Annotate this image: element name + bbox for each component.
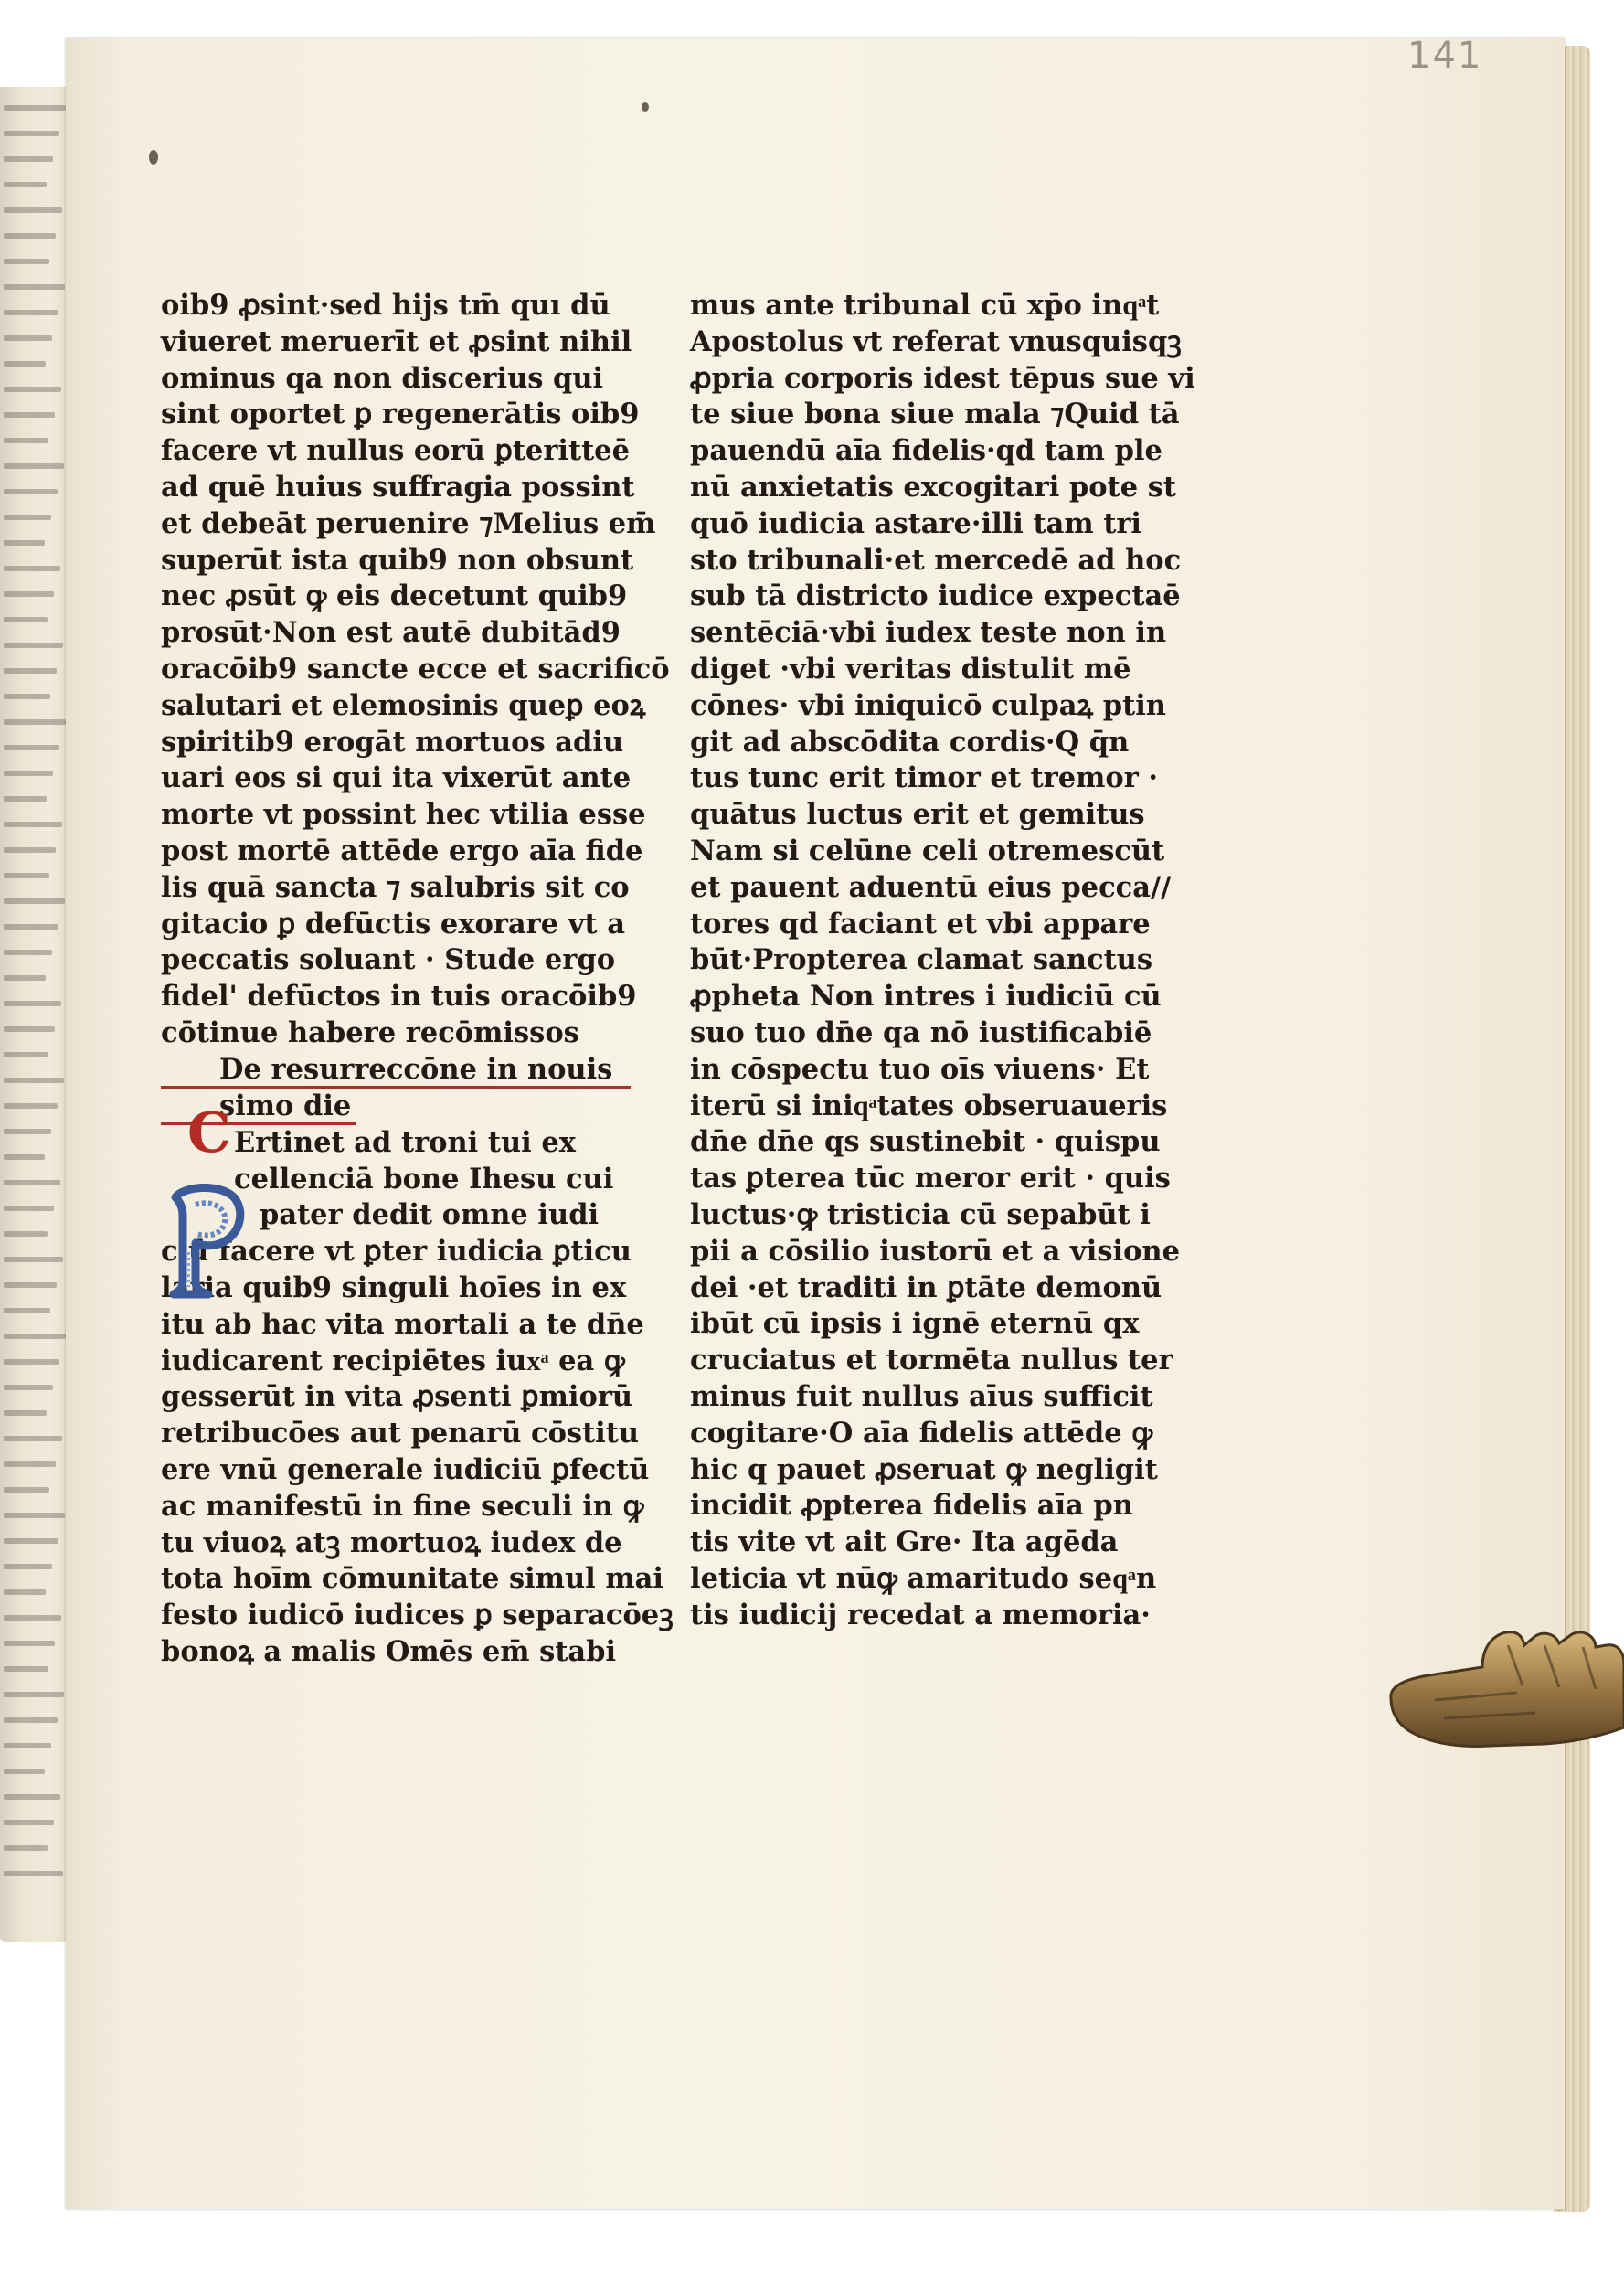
facing-page-text-line [4, 1871, 63, 1876]
facing-page-text-line [4, 1308, 50, 1313]
text-line: in cōspectu tuo oīs viuens· Et [690, 1052, 1150, 1086]
section-heading-line: De resurreccōne in nouis [161, 1052, 631, 1089]
text-line: et pauent aduentū eius pecca// [690, 870, 1172, 904]
facing-page-text-line [4, 1743, 51, 1748]
facing-page-text-line [4, 1103, 58, 1109]
text-line: et debeāt peruenire ⁊Melius em̄ [161, 506, 656, 540]
text-line: peccatis soluant · Stude ergo [161, 943, 616, 977]
facing-page-text-line [4, 1820, 54, 1825]
text-line: sentēciā·vbi iudex teste non in [690, 616, 1167, 650]
text-line: ꝓpria corporis idest tēpus sue vi [690, 361, 1195, 395]
text-line: tis iudicij recedat a memoria· [690, 1598, 1151, 1631]
facing-page-text-line [4, 1334, 66, 1339]
text-line: pii a cōsilio iustorū et a visione [690, 1234, 1181, 1268]
text-line: oracōib9 sancte ecce et sacrificō [161, 652, 670, 686]
facing-page-text-line [4, 259, 49, 264]
facing-page-text-line [4, 233, 56, 239]
text-line: cōnes· vbi iniquicō culpaꝝ ptin [690, 688, 1166, 722]
text-line: sto tribunali·et mercedē ad hoc [690, 543, 1182, 577]
text-line: Apostolus vt referat vnusquisqꝫ [690, 324, 1182, 358]
text-line: cruciatus et tormēta nullus ter [690, 1344, 1173, 1377]
text-line: prosūt·Non est autē dubitād9 [161, 616, 621, 650]
decorated-initial-p-icon [155, 1179, 256, 1302]
text-line: viueret meruerīt et ꝓsint nihil [161, 324, 632, 358]
facing-page-text-line [4, 668, 57, 674]
facing-page-text-line [4, 1589, 46, 1595]
facing-page-text-line [4, 566, 60, 571]
text-line: tores qd faciant et vbi appare [690, 907, 1151, 941]
facing-page-text-line [4, 182, 47, 187]
text-line: quātus luctus erit et gemitus [690, 798, 1145, 832]
text-line: suo tuo dn̄e qa nō iustificabiē [690, 1015, 1152, 1049]
facing-page-text-line [4, 1692, 64, 1697]
text-line: pater dedit omne iudi [260, 1198, 600, 1232]
ink-spot [149, 150, 158, 165]
facing-page-text-line [4, 1513, 65, 1518]
text-line: Nam si celūne celi otremescūt [690, 834, 1165, 867]
facing-page-text-line [4, 1436, 62, 1441]
bronze-hand-pointer-icon [1380, 1590, 1624, 1764]
text-line: sub tā districto iudice expectaē [690, 579, 1181, 613]
facing-page-text-line [4, 1641, 55, 1646]
facing-page-text-line [4, 335, 52, 341]
facing-page-text-line [4, 1845, 48, 1851]
text-line: post mortē attēde ergo aīa fide [161, 834, 643, 867]
facing-page-text-line [4, 489, 58, 494]
text-line: pauendū aīa fidelis·qd tam ple [690, 434, 1162, 468]
facing-page-text-line [4, 131, 59, 136]
facing-page-text-line [4, 796, 47, 802]
text-line: dei ·et traditi in ꝑtāte demonū [690, 1270, 1162, 1304]
facing-page-text-line [4, 156, 53, 162]
facing-page-text-line [4, 1794, 60, 1800]
text-line: sint oportet ꝑ regenerātis oib9 [161, 398, 640, 431]
text-line: mus ante tribunal cū xp̄o inqͣt [690, 289, 1160, 322]
text-line: uari eos si qui ita vixerūt ante [161, 761, 632, 795]
text-line: dn̄e dn̄e qs sustinebit · quispu [690, 1125, 1161, 1159]
facing-page-text-line [4, 1026, 55, 1032]
right-text-column [690, 288, 1202, 1633]
text-line: te siue bona siue mala ⁊Quid tā [690, 398, 1180, 431]
text-line: spiritib9 erogāt mortuos adiu [161, 725, 624, 759]
facing-page-text-line [4, 540, 45, 546]
text-line: hic q pauet ꝓseruat ꝙ negligit [690, 1452, 1158, 1486]
text-line: itu ab hac vita mortali a te dn̄e [161, 1307, 644, 1341]
text-line: laria quib9 singuli hoīes in ex [161, 1270, 627, 1304]
text-line: facere vt nullus eorū ꝑteritteē [161, 434, 630, 468]
facing-page-text-line [4, 1154, 45, 1160]
facing-page-text-line [4, 1052, 48, 1057]
facing-page-text-line [4, 643, 63, 648]
facing-page-text-line [4, 1666, 48, 1672]
facing-page-text-line [4, 617, 48, 622]
facing-page-text-line [4, 1001, 61, 1006]
facing-page-text-line [4, 1564, 52, 1569]
facing-page-text-line [4, 412, 55, 418]
folio-number: 141 [1407, 35, 1483, 77]
facing-page-text-line [4, 1231, 48, 1237]
facing-page-text-line [4, 771, 53, 776]
text-line: ad quē huius suffragia possint [161, 470, 635, 504]
text-line: ꝓpheta Non intres i iudiciū cū [690, 980, 1162, 1014]
facing-page-text-line [4, 1615, 61, 1621]
facing-page-text-line [4, 822, 62, 827]
left-text-column [161, 288, 674, 1671]
facing-page-text-line [4, 1180, 60, 1185]
facing-page-text-line [4, 515, 51, 520]
facing-page-text-line [4, 284, 65, 290]
facing-page-text-line [4, 745, 59, 750]
facing-page-text-line [4, 694, 50, 699]
facing-page-text-line [4, 1538, 58, 1544]
text-line: festo iudicō iudices ꝑ separacōeꝫ [161, 1599, 674, 1632]
facing-page-text-line [4, 1359, 59, 1365]
text-line: salutari et elemosinis queꝑ eoꝝ [161, 688, 646, 722]
facing-page-text-line [4, 847, 56, 853]
text-line: tis vite vt ait Gre· Ita agēda [690, 1525, 1119, 1559]
text-line: iterū si iniqͣtates obseruaueris [690, 1089, 1168, 1122]
text-line: ominus qa non discerius qui [161, 361, 604, 395]
facing-page-text-line [4, 1385, 53, 1390]
facing-page-text-line [4, 361, 46, 367]
text-line: tu viuoꝝ atꝫ mortuoꝝ iudex de [161, 1525, 622, 1559]
text-line: ere vnū generale iudiciū ꝑfectū [161, 1452, 650, 1486]
facing-page-text-line [4, 387, 61, 392]
text-line: nū anxietatis excogitari pote st [690, 470, 1176, 504]
text-line: leticia vt nūꝙ amaritudo seqͣn [690, 1561, 1157, 1595]
paragraph-mark-icon: C [187, 1101, 231, 1165]
text-line: nec ꝓsūt ꝙ eis decetunt quib9 [161, 579, 628, 613]
facing-page-text-line [4, 1717, 58, 1723]
text-line: būt·Propterea clamat sanctus [690, 943, 1153, 977]
facing-page-text-line [4, 719, 66, 725]
facing-page-text-line [4, 438, 48, 443]
facing-page-edge [0, 87, 73, 1942]
text-line: luctus·ꝙ tristicia cū sepabūt i [690, 1197, 1151, 1231]
text-line: lis quā sancta ⁊ salubris sit co [161, 870, 630, 904]
facing-page-text-line [4, 591, 54, 597]
text-line: gitacio ꝑ defūctis exorare vt a [161, 907, 625, 941]
facing-page-text-line [4, 1461, 56, 1467]
text-line: git ad abscōdita cordis·Q q̄n [690, 725, 1130, 759]
facing-page-text-line [4, 950, 52, 955]
facing-page-text-line [4, 898, 65, 904]
facing-page-text-line [4, 105, 66, 111]
text-line: oib9 ꝓsint·sed hijs tm̄ quı dū [161, 289, 610, 322]
text-line: cogitare·O aīa fidelis attēde ꝙ [690, 1416, 1153, 1450]
section-heading-line: simo die [161, 1089, 356, 1125]
text-line: ibūt cū ipsis i ignē eternū qx [690, 1307, 1140, 1341]
facing-page-text-line [4, 1078, 64, 1083]
text-line: quō iudicia astare·illi tam tri [690, 506, 1142, 540]
facing-page-text-line [4, 1487, 49, 1493]
text-line: cellenciā bone Ihesu cui [234, 1162, 614, 1196]
text-line: retribucōes aut penarū cōstitu [161, 1417, 640, 1451]
facing-page-text-line [4, 975, 46, 981]
text-line: iudicarent recipiētes iuxͣ ea ꝙ [161, 1344, 625, 1377]
text-line: tota hoīm cōmunitate simul mai [161, 1562, 664, 1596]
text-line: incidit ꝓpterea fidelis aīa pn [690, 1489, 1133, 1523]
facing-page-text-line [4, 924, 58, 930]
facing-page-text-line [4, 1282, 57, 1288]
text-line: ciū facere vt ꝑter iudicia ꝑticu [161, 1235, 632, 1269]
text-line: bonoꝝ a malis Omēs em̄ stabi [161, 1634, 617, 1668]
text-line: ac manifestū in fine seculi in ꝙ [161, 1489, 644, 1523]
text-line: tus tunc erit timor et tremor · [690, 761, 1159, 795]
text-line: tas ꝑterea tūc meror erit · quis [690, 1162, 1171, 1196]
facing-page-text-line [4, 1206, 54, 1211]
facing-page-text-line [4, 1410, 47, 1416]
text-line: diget ·vbi veritas distulit mē [690, 652, 1131, 686]
facing-page-text-line [4, 873, 49, 878]
text-line: morte vt possint hec vtilia esse [161, 798, 646, 832]
text-line: Ertinet ad troni tui ex [234, 1125, 576, 1159]
facing-page-text-line [4, 310, 58, 315]
facing-page-text-line [4, 207, 62, 213]
facing-page-text-line [4, 1257, 63, 1262]
ink-spot [642, 102, 649, 112]
facing-page-text-line [4, 463, 64, 469]
facing-page-text-line [4, 1769, 45, 1774]
text-line: minus fuit nullus aīus sufficit [690, 1379, 1153, 1413]
text-line: fidel' defūctos in tuis oracōib9 [161, 980, 637, 1014]
facing-page-text-line [4, 1129, 51, 1134]
text-line: cōtinue habere recōmissos [161, 1015, 579, 1049]
text-line: gesserūt in vita ꝓsenti ꝑmiorū [161, 1380, 633, 1414]
text-line: superūt ista quib9 non obsunt [161, 543, 634, 577]
